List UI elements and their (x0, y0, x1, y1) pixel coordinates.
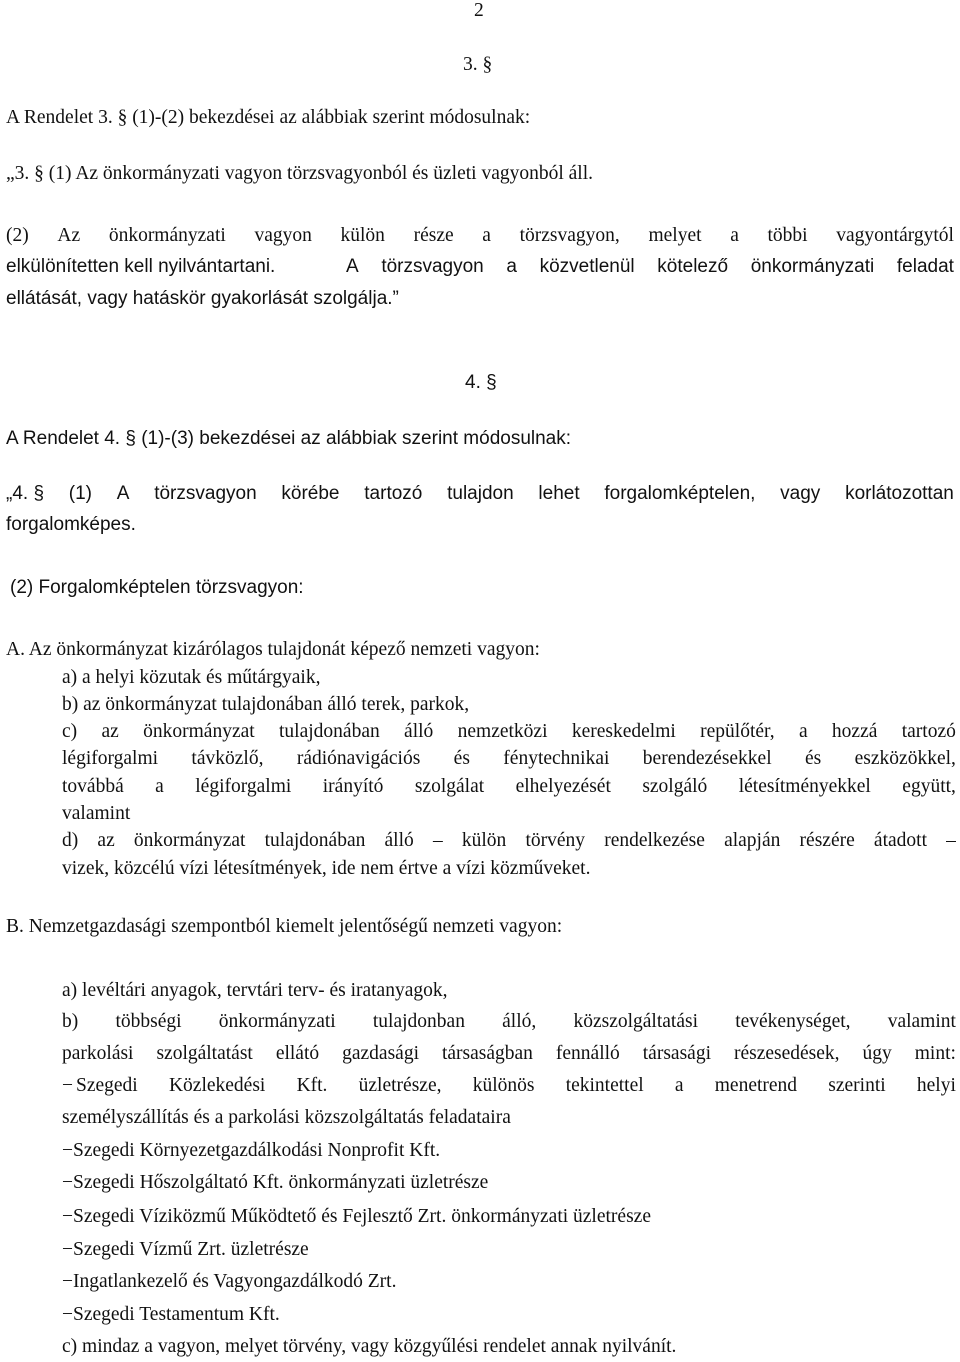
word: külön (340, 225, 385, 246)
word: korlátozottan (845, 483, 954, 504)
word: az (101, 721, 119, 742)
word: Szegedi (76, 1075, 138, 1096)
section-4-B-item-b-line-1 (62, 1010, 956, 1033)
word: Közlekedési (168, 1075, 266, 1096)
word: a (798, 721, 808, 742)
word: (2) (6, 225, 29, 246)
word: – (946, 830, 956, 851)
section-4-A-item-c-line-1 (62, 720, 956, 743)
section-3-heading: 3. § (463, 54, 493, 75)
word: továbbá (62, 776, 124, 797)
word: szolgáltatást (156, 1043, 253, 1064)
word: az (97, 830, 115, 851)
section-3-paragraph-2-line-2-a: elkülönítetten kell nyilvántartani. (6, 256, 276, 277)
word: vagy (780, 483, 821, 504)
word: üzletrésze, (358, 1075, 442, 1096)
word: és (805, 748, 822, 769)
word: tulajdonban (372, 1011, 465, 1032)
section-4-A-item-d-line-1 (62, 829, 956, 852)
section-4-paragraph-1-line-2: forgalomképes. (6, 514, 136, 535)
section-4-B-item-b-line-2 (62, 1042, 956, 1065)
word: A (346, 256, 359, 277)
word: (1) (68, 483, 93, 504)
word: parkolási (62, 1043, 134, 1064)
dash-icon: − (62, 1271, 73, 1292)
word: önkormányzat (133, 830, 246, 851)
section-4-B-title: B. Nemzetgazdasági szempontból kiemelt jelentőségű nemzeti vagyon: (6, 916, 563, 937)
list-item-text: Szegedi Testamentum Kft. (73, 1304, 280, 1325)
word: rendelkezése (604, 830, 705, 851)
section-4-A-item-c-line-2 (62, 747, 956, 770)
word: többségi (115, 1011, 182, 1032)
word: tulajdonában (264, 830, 366, 851)
word: repülőtér, (700, 721, 775, 742)
word: a (482, 225, 491, 246)
word: részesedések, (733, 1043, 840, 1064)
word: együtt, (902, 776, 956, 797)
section-4-intro: A Rendelet 4. § (1)-(3) bekezdései az alábbiak szerint módosulnak: (6, 428, 572, 449)
list-item-text: Szegedi Környezetgazdálkodási Nonprofit Kft. (73, 1140, 441, 1161)
word: önkormányzat (143, 721, 255, 742)
list-item (62, 1303, 280, 1326)
dash-icon: − (62, 1239, 73, 1260)
word: a (506, 256, 517, 277)
word: vagyon (254, 225, 312, 246)
word: légiforgalmi (195, 776, 292, 797)
word: a (730, 225, 739, 246)
word: álló (384, 830, 414, 851)
word: kereskedelmi (571, 721, 676, 742)
word: tulajdon (447, 483, 514, 504)
list-item (62, 1238, 309, 1261)
word: tekintettel (565, 1075, 644, 1096)
word: önkormányzati (108, 225, 226, 246)
word: törvény (525, 830, 586, 851)
word: többi (767, 225, 808, 246)
word: szerinti (828, 1075, 886, 1096)
word: forgalomképtelen, (604, 483, 756, 504)
word: szolgálat (414, 776, 485, 797)
section-4-A-item-a: a) a helyi közutak és műtárgyaik, (62, 667, 321, 688)
word: mint: (914, 1043, 956, 1064)
section-4-B-list-item-1-line-1 (76, 1074, 956, 1097)
word: rádiónavigációs (296, 748, 421, 769)
word: úgy (862, 1043, 892, 1064)
section-4-A-item-c-line-3 (62, 775, 956, 798)
list-item-text: Ingatlankezelő és Vagyongazdálkodó Zrt. (73, 1271, 397, 1292)
word: önkormányzati (218, 1011, 336, 1032)
word: helyi (916, 1075, 956, 1096)
word: különös (472, 1075, 535, 1096)
list-item-text: Szegedi Víziközmű Működtető és Fejlesztő Zrt. önkormányzati üzletrésze (73, 1206, 651, 1227)
section-4-paragraph-1-line-1 (6, 483, 954, 506)
word: feladat (896, 256, 954, 277)
word: – (432, 830, 443, 851)
section-3-paragraph-1: „3. § (1) Az önkormányzati vagyon törzsvagyonból és üzleti vagyonból áll. (6, 163, 594, 184)
section-4-heading: 4. § (465, 372, 497, 393)
word: valamint (887, 1011, 956, 1032)
word: törzsvagyon (154, 483, 257, 504)
word: irányító (322, 776, 384, 797)
word: alapján (724, 830, 781, 851)
dash-icon: − (62, 1206, 73, 1227)
word: gazdasági (342, 1043, 419, 1064)
section-4-B-item-c: c) mindaz a vagyon, melyet törvény, vagy közgyűlési rendelet annak nyilvánít. (62, 1336, 677, 1357)
word: melyet (648, 225, 702, 246)
word: tulajdonában (279, 721, 380, 742)
word: társaságban (441, 1043, 533, 1064)
word: szolgáló (642, 776, 708, 797)
dash-icon: − (62, 1172, 73, 1193)
word: „4. § (6, 483, 45, 504)
list-item-text: Szegedi Vízmű Zrt. üzletrésze (73, 1239, 309, 1260)
word: része (413, 225, 454, 246)
word: tartozó (901, 721, 956, 742)
word: b) (62, 1011, 79, 1032)
word: a (155, 776, 164, 797)
word: vagyontárgytól (836, 225, 954, 246)
word: közszolgáltatási (573, 1011, 698, 1032)
word: törzsvagyon (381, 256, 484, 277)
section-3-paragraph-2-line-3: ellátását, vagy hatáskör gyakorlását szolgálja.” (6, 288, 399, 309)
list-item (62, 1139, 440, 1162)
word: kötelező (657, 256, 729, 277)
page-number: 2 (474, 0, 484, 21)
word: távközlő, (191, 748, 264, 769)
word: részére (799, 830, 855, 851)
word: átadott (873, 830, 927, 851)
list-item-text: Szegedi Hőszolgáltató Kft. önkormányzati üzletrésze (73, 1172, 489, 1193)
word: ellátó (275, 1043, 320, 1064)
word: berendezésekkel (642, 748, 772, 769)
section-4-B-item-a: a) levéltári anyagok, tervtári terv- és iratanyagok, (62, 980, 448, 1001)
section-3-intro: A Rendelet 3. § (1)-(2) bekezdései az alábbiak szerint módosulnak: (6, 107, 531, 128)
section-3-paragraph-2-line-1 (6, 224, 954, 247)
list-item (62, 1270, 396, 1293)
word: Kft. (296, 1075, 328, 1096)
word: Az (57, 225, 81, 246)
section-4-A-item-b: b) az önkormányzat tulajdonában álló terek, parkok, (62, 694, 470, 715)
word: fennálló (555, 1043, 620, 1064)
word: elhelyezését (515, 776, 611, 797)
section-4-A-item-d-line-2: vizek, közcélú vízi létesítmények, ide nem értve a vízi közműveket. (62, 858, 591, 879)
section-3-paragraph-2-line-2-b (346, 256, 954, 279)
dash-icon: − (62, 1140, 73, 1161)
word: külön (461, 830, 507, 851)
word: menetrend (714, 1075, 798, 1096)
word: hozzá (831, 721, 878, 742)
section-4-B-list-item-1-line-2: személyszállítás és a parkolási közszolgáltatás feladataira (62, 1107, 511, 1128)
word: tevékenységet, (735, 1011, 851, 1032)
word: létesítményekkel (738, 776, 871, 797)
word: önkormányzati (750, 256, 875, 277)
word: lehet (538, 483, 580, 504)
dash-icon: − (62, 1304, 73, 1325)
word: törzsvagyon, (519, 225, 620, 246)
word: d) (62, 830, 79, 851)
word: közvetlenül (539, 256, 635, 277)
word: eszközökkel, (854, 748, 956, 769)
word: és (453, 748, 470, 769)
word: álló, (502, 1011, 537, 1032)
section-4-A-item-c-line-4: valamint (62, 803, 131, 824)
word: társasági (642, 1043, 711, 1064)
dash-icon: − (62, 1075, 73, 1096)
word: a (674, 1075, 684, 1096)
word: fénytechnikai (503, 748, 610, 769)
section-4-paragraph-2: (2) Forgalomképtelen törzsvagyon: (10, 577, 304, 598)
list-item (62, 1205, 651, 1228)
word: c) (62, 721, 78, 742)
word: A (116, 483, 130, 504)
section-4-A-title: A. Az önkormányzat kizárólagos tulajdonát képező nemzeti vagyon: (6, 639, 540, 660)
word: légiforgalmi (62, 748, 159, 769)
list-item (62, 1171, 488, 1194)
word: nemzetközi (457, 721, 548, 742)
word: tartozó (364, 483, 423, 504)
word: körébe (281, 483, 340, 504)
word: álló (404, 721, 434, 742)
